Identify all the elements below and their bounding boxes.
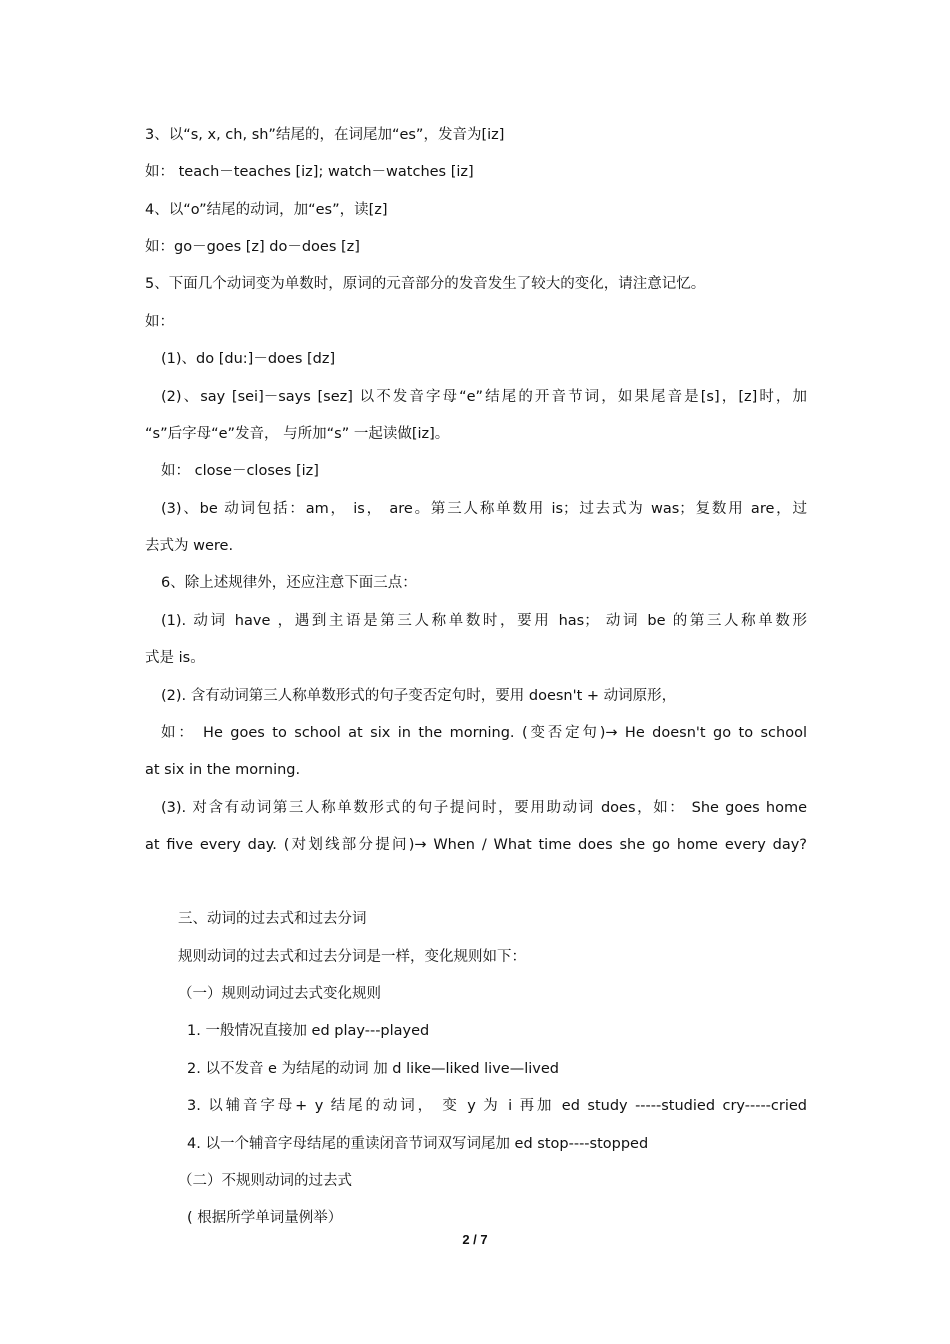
text-line-regular-4: 4. 以一个辅音字母结尾的重读闭音节词双写词尾加 ed stop----stopped bbox=[187, 1136, 649, 1152]
text-line-point-1-cont: 式是 is。 bbox=[145, 650, 205, 666]
text-line-regular-1: 1. 一般情况直接加 ed play---played bbox=[187, 1023, 430, 1039]
subheading-irregular-verbs: （二）不规则动词的过去式 bbox=[178, 1173, 352, 1189]
section-heading-past-tense: 三、动词的过去式和过去分词 bbox=[178, 911, 367, 927]
text-line-rule-6: 6、除上述规律外，还应注意下面三点： bbox=[161, 575, 417, 591]
text-line-example-label: 如： bbox=[145, 314, 174, 330]
text-line-irregular-note: ( 根据所学单词量例举） bbox=[187, 1210, 343, 1226]
text-line-example-close: 如： close－closes [iz] bbox=[161, 463, 319, 479]
text-line-example-3: 如： teach－teaches [iz]; watch－watches [iz] bbox=[145, 164, 474, 180]
text-line-item-say-cont: “s”后字母“e”发音， 与所加“s” 一起读做[iz]。 bbox=[145, 426, 450, 442]
text-line-point-3-cont: at five every day. (对划线部分提问)→ When / What time does she go home every day? bbox=[145, 837, 807, 853]
text-line-point-1: (1). 动词 have ，遇到主语是第三人称单数时，要用 has； 动词 be 的第三人称单数形 bbox=[161, 613, 807, 629]
text-line-regular-2: 2. 以不发音 e 为结尾的动词 加 d like—liked live—lived bbox=[187, 1061, 559, 1077]
subheading-regular-verbs: （一）规则动词过去式变化规则 bbox=[178, 986, 381, 1002]
page-number: 2 / 7 bbox=[462, 1232, 488, 1247]
text-line-rule-3: 3、以“s, x, ch, sh”结尾的，在词尾加“es”，发音为[iz] bbox=[145, 127, 505, 143]
text-line-regular-3: 3. 以辅音字母+ y 结尾的动词， 变 y 为 i 再加 ed study -----studied cry-----cried bbox=[187, 1098, 807, 1114]
text-line-past-intro: 规则动词的过去式和过去分词是一样，变化规则如下： bbox=[178, 949, 526, 965]
text-line-point-2: (2). 含有动词第三人称单数形式的句子变否定句时，要用 doesn't + 动词原形， bbox=[161, 688, 677, 704]
text-line-example-4: 如：go－goes [z] do－does [z] bbox=[145, 239, 360, 255]
text-line-item-be: (3)、be 动词包括：am， is， are。第三人称单数用 is；过去式为 was；复数用 are，过 bbox=[161, 501, 807, 517]
text-line-item-do: (1)、do [du:]－does [dz] bbox=[161, 351, 336, 367]
text-line-point-2-example: 如： He goes to school at six in the morning. (变否定句)→ He doesn't go to school bbox=[161, 725, 807, 741]
text-line-point-2-example-cont: at six in the morning. bbox=[145, 762, 301, 778]
text-line-point-3: (3). 对含有动词第三人称单数形式的句子提问时，要用助动词 does，如： She goes home bbox=[161, 800, 807, 816]
text-line-rule-5: 5、下面几个动词变为单数时，原词的元音部分的发音发生了较大的变化，请注意记忆。 bbox=[145, 276, 706, 292]
text-line-item-say: (2)、say [sei]－says [sez] 以不发音字母“e”结尾的开音节词，如果尾音是[s]，[z]时，加 bbox=[161, 389, 807, 405]
text-line-rule-4: 4、以“o”结尾的动词，加“es”，读[z] bbox=[145, 202, 388, 218]
text-line-item-be-cont: 去式为 were. bbox=[145, 538, 234, 554]
